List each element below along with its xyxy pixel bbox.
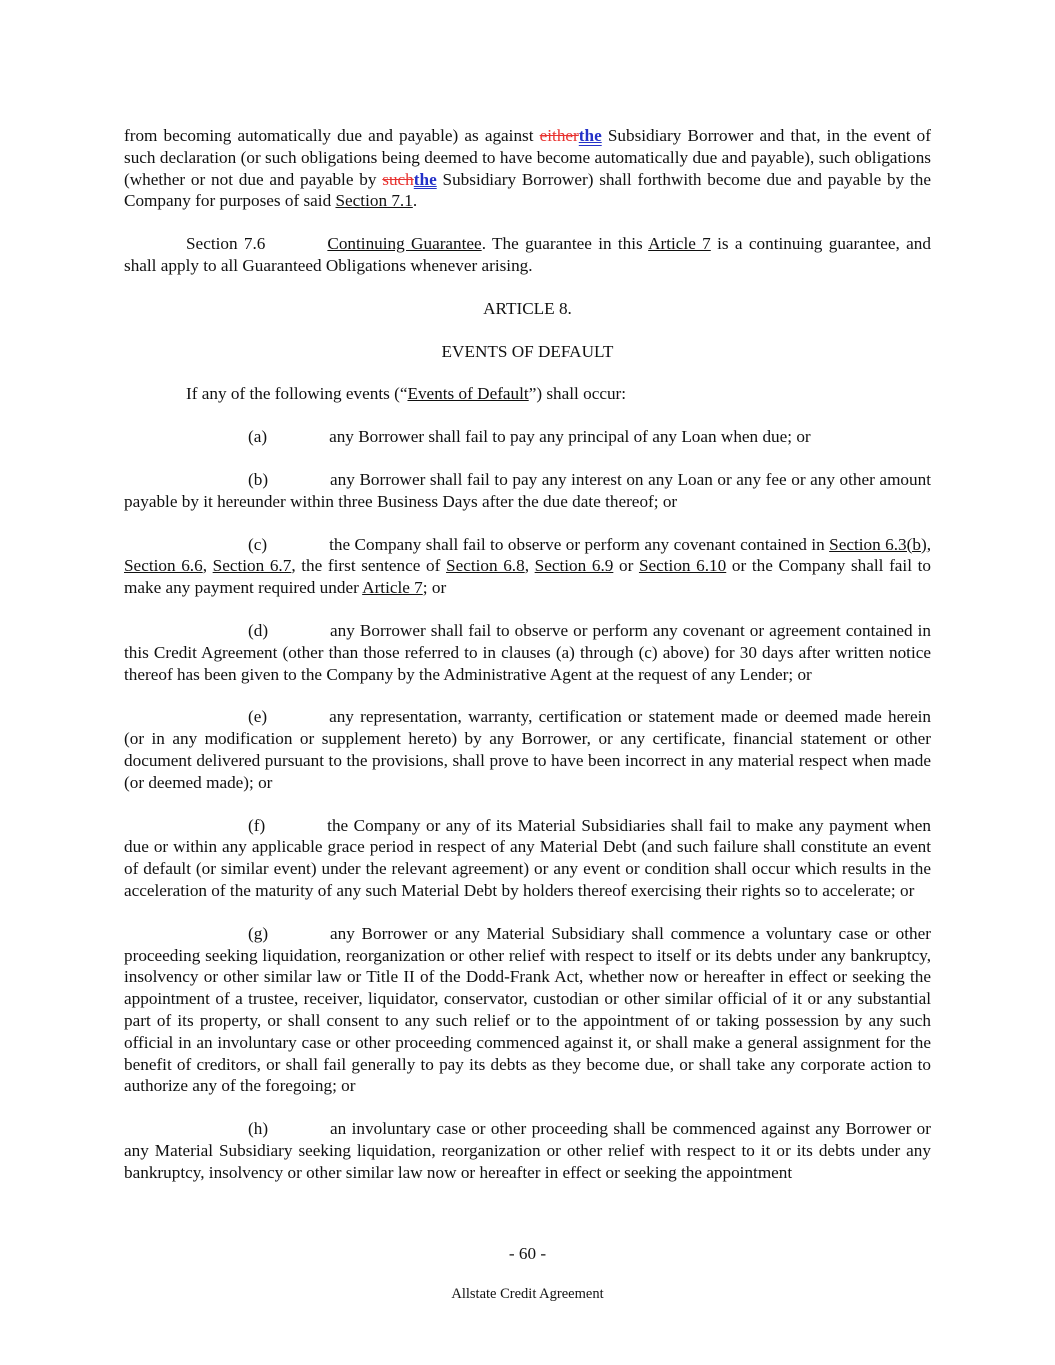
cross-reference: Section 6.9 — [534, 556, 614, 576]
clause-e — [124, 706, 931, 793]
clause-text: any Borrower shall fail to observe or perform any covenant or agreement contained in this Credit Agreement (other than those referred to in clauses (a) through (c) above) for 30 days after written notice thereof has been given to the Company by the Administrative Agent at the request of any Lender; or — [124, 620, 931, 684]
clause-text: any representation, warranty, certification or statement made or deemed made herein (or in any modification or supplement hereto) by any Borrower, or any certificate, financial statement or other document delivered pursuant to the provisions, shall prove to have been incorrect in any material respect when made (or deemed made); or — [124, 707, 931, 792]
clause-text: any Borrower shall fail to pay any interest on any Loan or any fee or any other amount payable by it hereunder within three Business Days after the due date thereof; or — [124, 469, 931, 511]
clause-label: (h) — [248, 1119, 269, 1139]
intro-paragraph — [124, 383, 931, 405]
cross-reference: Section 7.1 — [335, 191, 413, 211]
defined-term: Events of Default — [407, 384, 529, 404]
section-number: Section 7.6 — [186, 234, 266, 254]
section-7-6-paragraph — [124, 233, 931, 277]
text-run: the Company shall fail to observe or perform any covenant contained in — [329, 534, 830, 554]
clause-b — [124, 469, 931, 513]
document-footer-title: Allstate Credit Agreement — [451, 1286, 604, 1302]
inserted-text: the — [578, 126, 602, 145]
clause-d — [124, 620, 931, 685]
page-number: - 60 - — [508, 1244, 547, 1263]
text-run: ”) shall occur: — [528, 384, 627, 404]
text-run: If any of the following events (“ — [186, 384, 408, 404]
clause-text: any Borrower shall fail to pay any principal of any Loan when due; or — [329, 427, 811, 447]
continuation-paragraph — [124, 125, 931, 212]
clause-label: (d) — [248, 620, 269, 640]
clause-text: an involuntary case or other proceeding shall be commenced against any Borrower or any Material Subsidiary seeking liquidation, reorganization or other relief with respect to it or its debts under any bankruptcy, insolvency or other similar law now or hereafter in effect or seeking the appointment — [124, 1119, 931, 1182]
clause-label: (g) — [248, 923, 269, 943]
cross-reference: Section 6.10 — [638, 556, 727, 576]
clause-label: (c) — [248, 534, 268, 554]
text-run: is a continuing guarantee, and shall apply to all Guaranteed Obligations whenever arising. — [124, 234, 931, 275]
text-run: , — [524, 556, 535, 576]
cross-reference: Article 7 — [362, 578, 423, 598]
cross-reference: Article 7 — [648, 234, 711, 254]
article-title: EVENTS OF DEFAULT — [441, 341, 614, 361]
cross-reference: Section 6.7 — [212, 556, 292, 576]
deleted-text: either — [539, 126, 579, 145]
clause-g — [124, 923, 931, 1097]
clause-label: (b) — [248, 469, 269, 489]
text-run: , the first sentence of — [291, 556, 447, 576]
document-body — [124, 125, 931, 1204]
text-run: . — [412, 191, 418, 211]
clause-h — [124, 1118, 931, 1183]
text-run: ; or — [422, 578, 447, 598]
text-run: . The guarantee in this — [481, 234, 649, 254]
clause-label: (e) — [248, 707, 268, 727]
clause-c — [124, 534, 931, 599]
deleted-text: such — [382, 169, 414, 189]
text-run: or the Company shall fail to make any payment required under — [124, 556, 931, 598]
text-run: Subsidiary Borrower and that, in the event of such declaration (or such obligations being deemed to have become automatically due and payable), such obligations (whether or not due and payable by — [124, 126, 931, 189]
section-heading: Continuing Guarantee — [327, 234, 482, 254]
cross-reference: Section 6.8 — [446, 556, 525, 576]
cross-reference: Section 6.6 — [124, 556, 203, 576]
inserted-text: the — [413, 169, 437, 189]
text-run: Subsidiary Borrower) shall forthwith become due and payable by the Company for purposes of said — [124, 169, 931, 211]
article-number: ARTICLE 8. — [483, 298, 572, 318]
clause-a — [124, 426, 931, 448]
clause-f — [124, 815, 931, 902]
text-run: from becoming automatically due and payable) as against — [124, 126, 540, 145]
clause-text: any Borrower or any Material Subsidiary shall commence a voluntary case or other proceeding seeking liquidation, reorganization or other relief with respect to itself or its debts under any bankruptcy, insolvency or other similar law or Title II of the Dodd-Frank Act, whether now or hereafter in effect or seeking the appointment of a trustee, receiver, liquidator, conservator, custodian or other similar official of it or any substantial part of its property, or shall consent to any such relief or to the appointment of or taking possession by any such official in an involuntary case or other proceeding commenced against it, or shall make a general assignment for the benefit of creditors, or shall fail generally to pay its debts as they become due, or shall take any corporate action to authorize any of the foregoing; or — [124, 923, 931, 1096]
text-run: , — [202, 556, 213, 576]
cross-reference: Section 6.3(b) — [829, 534, 927, 554]
text-run: , — [926, 534, 931, 554]
clause-label: (f) — [248, 815, 266, 835]
text-run: or — [613, 556, 639, 576]
clause-label: (a) — [248, 427, 268, 447]
clause-text: the Company or any of its Material Subsidiaries shall fail to make any payment when due or within any applicable grace period in respect of any Material Debt (and such failure shall constitute an event of default (or similar event) under the relevant agreement) or any event or condition shall occur which results in the acceleration of the maturity of any such Material Debt by holders thereof exercising their rights so to accelerate; or — [124, 815, 931, 900]
